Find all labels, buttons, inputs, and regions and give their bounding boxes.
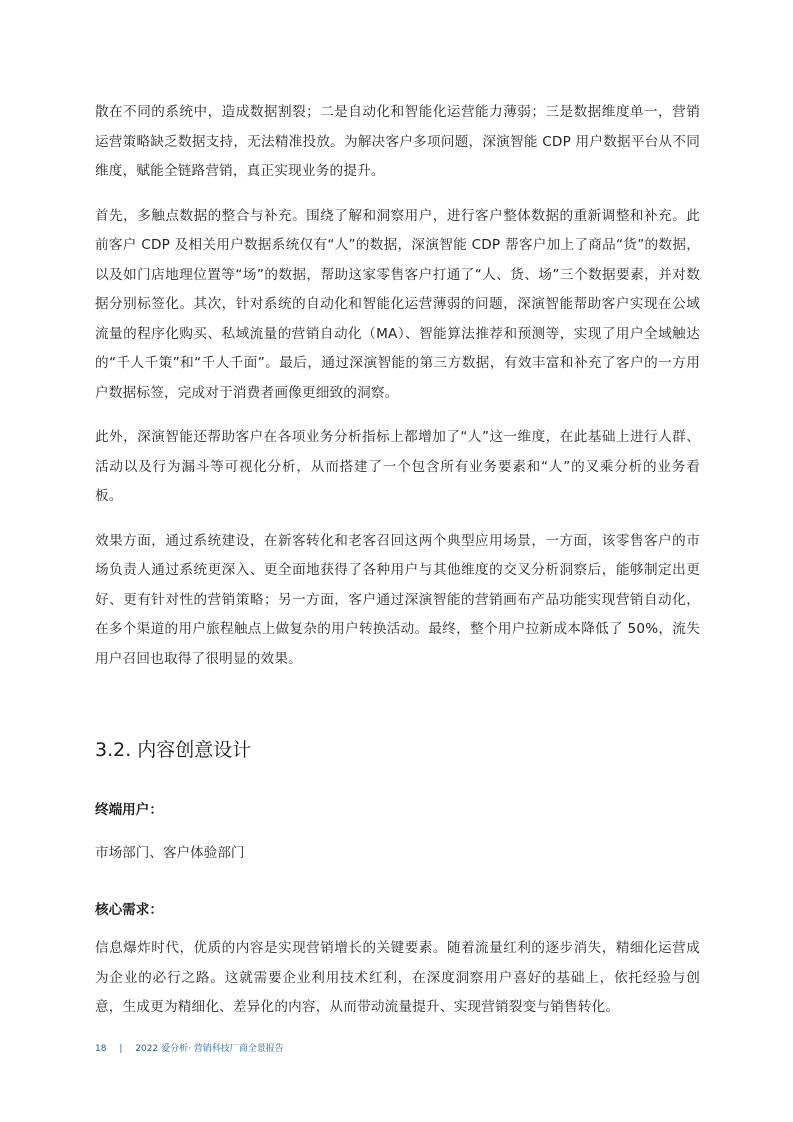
page-footer xyxy=(95,1041,284,1054)
body-paragraph-2: 首先，多触点数据的整合与补充。围绕了解和洞察用户，进行客户整体数据的重新调整和补充。此前客户 CDP 及相关用户数据系统仅有“人”的数据，深演智能 CDP 帮客户加上了商品“货”的数据，以及如门店地理位置等“场”的数据，帮助这家零售客户打通了“人、货、场”三个数据要素，并对数据分别标签化。其次，针对系统的自动化和智能化运营薄弱的问题，深演智能帮助客户实现在公域流量的程序化购买、私域流量的营销自动化（MA）、智能算法推荐和预测等，实现了用户全域触达的“千人千策”和“千人千面”。最后，通过深演智能的第三方数据，有效丰富和补充了客户的一方用户数据标签，完成对于消费者画像更细致的洞察。 xyxy=(95,207,700,401)
end-user-value: 市场部门、客户体验部门 xyxy=(95,845,245,861)
footer-separator: | xyxy=(119,1044,123,1054)
body-paragraph-3: 此外，深演智能还帮助客户在各项业务分析指标上都增加了“人”这一维度，在此基础上进行人群、活动以及行为漏斗等可视化分析，从而搭建了一个包含所有业务要素和“人”的叉乘分析的业务看板。 xyxy=(95,429,700,504)
section-heading: 3.2. 内容创意设计 xyxy=(95,739,252,761)
page-content xyxy=(95,98,700,1038)
core-need-label: 核心需求： xyxy=(95,902,163,918)
page-number: 18 xyxy=(95,1044,107,1054)
core-need-paragraph: 信息爆炸时代，优质的内容是实现营销增长的关键要素。随着流量红利的逐步消失，精细化运营成为企业的必行之路。这就需要企业利用技术红利，在深度洞察用户喜好的基础上，依托经验与创意，生成更为精细化、差异化的内容，从而带动流量提升、实现营销裂变与销售转化。 xyxy=(95,940,700,1015)
footer-report-title: 2022 爱分析· 营销科技厂商全景报告 xyxy=(135,1044,284,1054)
body-paragraph-1: 散在不同的系统中，造成数据割裂；二是自动化和智能化运营能力薄弱；三是数据维度单一，营销运营策略缺乏数据支持，无法精准投放。为解决客户多项问题，深演智能 CDP 用户数据平台从不同维度，赋能全链路营销，真正实现业务的提升。 xyxy=(95,104,700,179)
body-paragraph-4: 效果方面，通过系统建设，在新客转化和老客召回这两个典型应用场景，一方面，该零售客户的市场负责人通过系统更深入、更全面地获得了各种用户与其他维度的交叉分析洞察后，能够制定出更好、更有针对性的营销策略；另一方面，客户通过深演智能的营销画布产品功能实现营销自动化，在多个渠道的用户旅程触点上做复杂的用户转换活动。最终，整个用户拉新成本降低了 50%，流失用户召回也取得了很明显的效果。 xyxy=(95,532,700,667)
end-user-label: 终端用户： xyxy=(95,802,163,818)
